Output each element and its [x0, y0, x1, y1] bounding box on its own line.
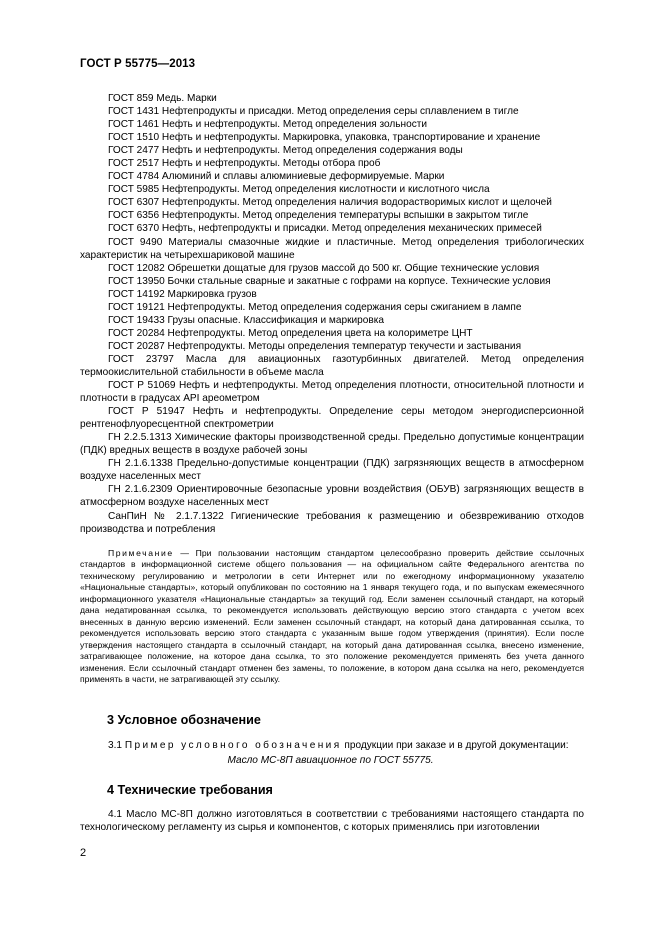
reference-item: ГОСТ Р 51947 Нефть и нефтепродукты. Определение серы методом энергодисперсионной рентгенофлуоресцентной спектрометрии — [80, 406, 584, 431]
reference-item: ГОСТ 14192 Маркировка грузов — [108, 288, 257, 300]
reference-item: ГОСТ 1431 Нефтепродукты и присадки. Метод определения серы сплавлением в тигле — [108, 106, 519, 118]
section-3-paragraph — [80, 739, 584, 752]
section-4-paragraph: 4.1 Масло МС-8П должно изготовляться в соответствии с требованиями настоящего стандарта по технологическому регламенту из сырья и компонентов, с которых применялись при изготовлении — [80, 809, 584, 834]
reference-item: ГОСТ 1510 Нефть и нефтепродукты. Маркировка, упаковка, транспортирование и хранение — [108, 132, 541, 144]
reference-item: ГОСТ 19433 Грузы опасные. Классификация и маркировка — [108, 314, 384, 326]
section-3-heading: 3 Условное обозначение — [107, 713, 261, 727]
page-number: 2 — [80, 847, 87, 859]
reference-item: ГН 2.1.6.2309 Ориентировочные безопасные уровни воздействия (ОБУВ) загрязняющих веществ в атмосферном воздухе населенных мест — [80, 484, 584, 509]
spaced-term: Пример условного обозначения — [124, 740, 342, 751]
reference-item: ГОСТ 1461 Нефть и нефтепродукты. Метод определения зольности — [108, 119, 428, 131]
reference-item: ГОСТ 2477 Нефть и нефтепродукты. Метод определения содержания воды — [108, 145, 463, 157]
reference-item: ГН 2.2.5.1313 Химические факторы производственной среды. Предельно допустимые концентрации (ПДК) вредных веществ в воздухе рабочей зоны — [80, 432, 584, 457]
reference-item: ГОСТ 6356 Нефтепродукты. Метод определения температуры вспышки в закрытом тигле — [108, 210, 529, 222]
clause-number: 3.1 — [108, 740, 125, 751]
document-header: ГОСТ Р 55775—2013 — [80, 58, 196, 70]
reference-item: ГОСТ 20287 Нефтепродукты. Методы определения температур текучести и застывания — [108, 340, 522, 352]
clause-text: продукции при заказе и в другой документации: — [341, 740, 569, 751]
designation-example: Масло МС-8П авиационное по ГОСТ 55775. — [227, 755, 434, 766]
reference-item: ГОСТ 9490 Материалы смазочные жидкие и пластичные. Метод определения трибологических характеристик на четырехшариковой машине — [80, 236, 584, 261]
reference-item: ГОСТ 859 Медь. Марки — [108, 93, 217, 104]
section-4-heading: 4 Технические требования — [107, 783, 273, 797]
reference-item: ГОСТ 20284 Нефтепродукты. Метод определения цвета на колориметре ЦНТ — [108, 327, 473, 339]
note-paragraph — [80, 548, 584, 685]
reference-item: ГОСТ 2517 Нефть и нефтепродукты. Методы отбора проб — [108, 158, 381, 170]
reference-item: ГОСТ 23797 Масла для авиационных газотурбинных двигателей. Метод определения термоокислительной стабильности в объеме масла — [80, 353, 584, 378]
normative-references-list — [80, 92, 584, 536]
reference-item: ГН 2.1.6.1338 Предельно-допустимые концентрации (ПДК) загрязняющих веществ в атмосферном воздухе населенных мест — [80, 458, 584, 483]
note-text: — При пользовании настоящим стандартом целесообразно проверить действие ссылочных стандартов в информационной системе общего пользования — на официальном сайте Федерального агентства по техническому регулированию и метрологии в сети Интернет или по ежегодному информационному указателю «Национальные стандарты», который опубликован по состоянию на 1 января текущего года, и по выпускам ежемесячного информационного указателя «Национальные стандарты» за текущий год. Если заменен ссылочный стандарт, на который дана недатированная ссылка, то рекомендуется использовать действующую версию этого стандарта с учетом всех внесенных в данную версию изменений. Если заменен ссылочный стандарт, на который дана датированная ссылка, то рекомендуется использовать версию этого стандарта с указанным выше годом утверждения (принятия). Если после утверждения настоящего стандарта в ссылочный стандарт, на который дана датированная ссылка, внесено изменение, затрагивающее положение, на которое дана ссылка, то это положение рекомендуется применять без учета данного изменения. Если ссылочный стандарт отменен без замены, то положение, в котором дана ссылка на него, рекомендуется применять в части, не затрагивающей эту ссылку. — [80, 548, 584, 684]
reference-item: СанПиН № 2.1.7.1322 Гигиенические требования к размещению и обезвреживанию отходов производства и потребления — [80, 510, 584, 535]
reference-item: ГОСТ Р 51069 Нефть и нефтепродукты. Метод определения плотности, относительной плотности и плотности в градусах API ареометром — [80, 380, 584, 405]
reference-item: ГОСТ 6370 Нефть, нефтепродукты и присадки. Метод определения механических примесей — [108, 223, 542, 235]
reference-item: ГОСТ 6307 Нефтепродукты. Метод определения наличия водорастворимых кислот и щелочей — [108, 197, 552, 209]
reference-item: ГОСТ 13950 Бочки стальные сварные и закатные с гофрами на корпусе. Технические условия — [108, 275, 551, 287]
reference-item: ГОСТ 5985 Нефтепродукты. Метод определения кислотности и кислотного числа — [108, 184, 490, 196]
note-label: Примечание — [108, 548, 174, 558]
reference-item: ГОСТ 19121 Нефтепродукты. Метод определения содержания серы сжиганием в лампе — [108, 301, 522, 313]
reference-item: ГОСТ 4784 Алюминий и сплавы алюминиевые деформируемые. Марки — [108, 171, 445, 183]
reference-item: ГОСТ 12082 Обрешетки дощатые для грузов массой до 500 кг. Общие технические условия — [108, 262, 540, 274]
